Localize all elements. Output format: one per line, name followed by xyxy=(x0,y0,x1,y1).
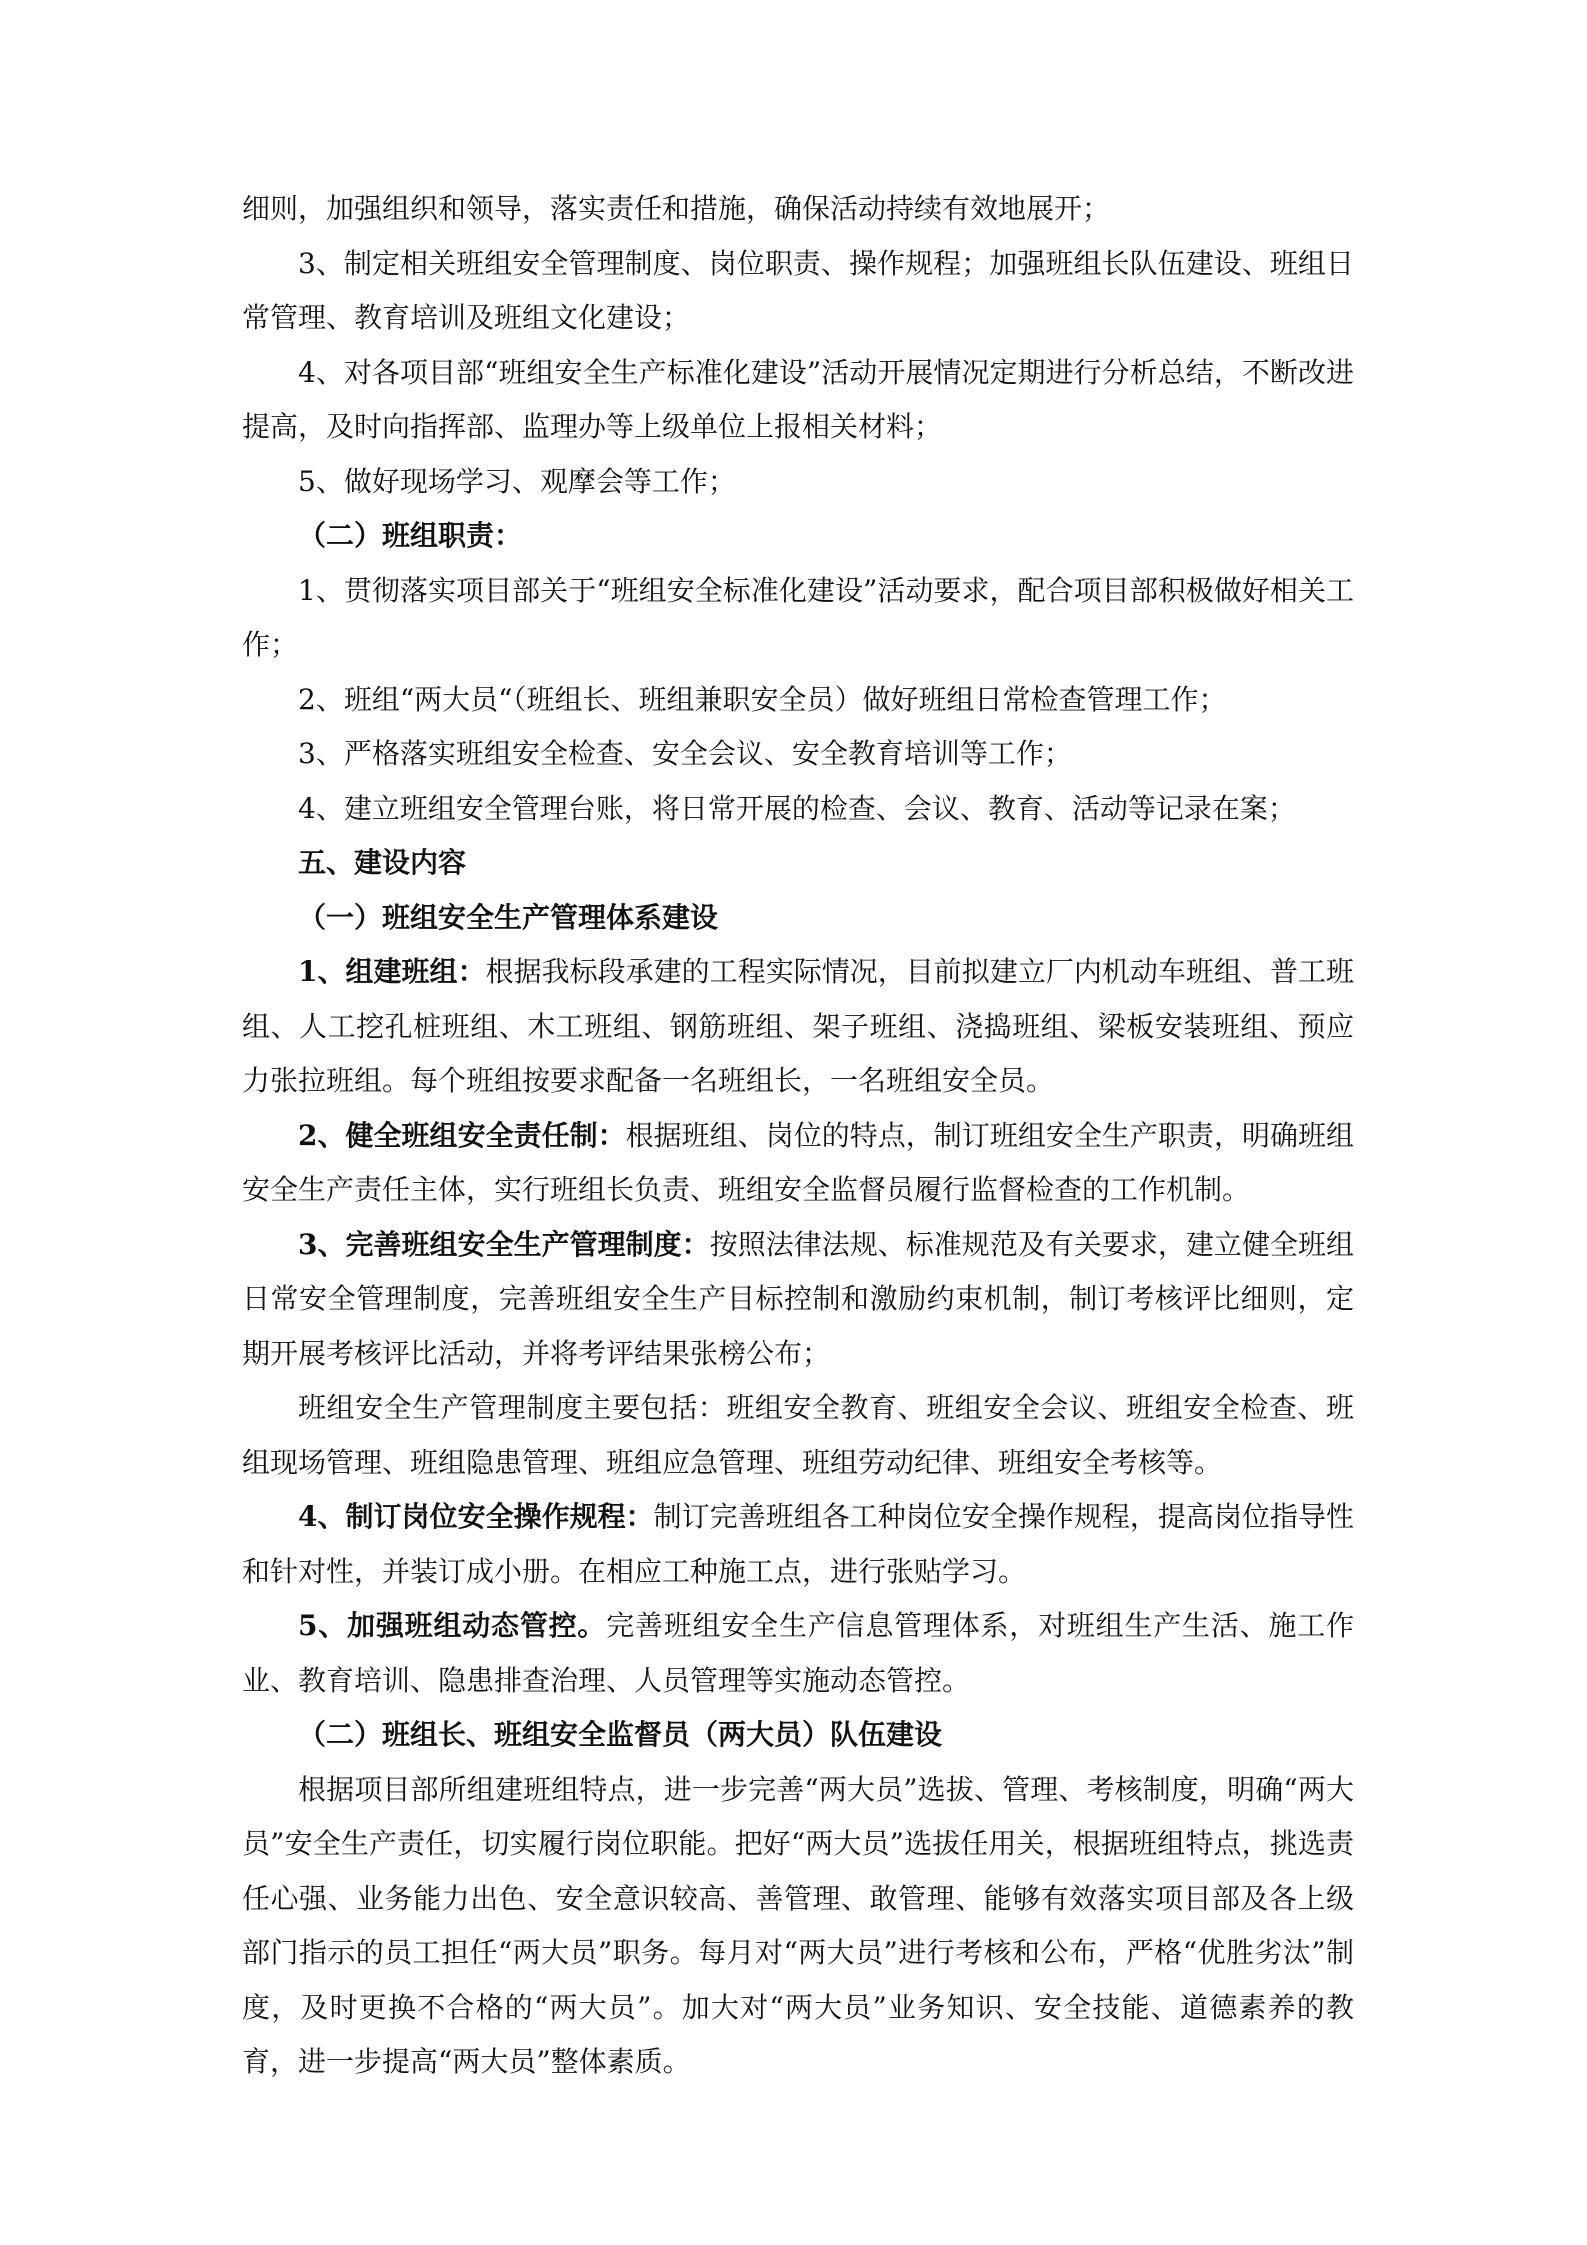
paragraph-lead-in: 2、健全班组安全责任制： xyxy=(298,1118,626,1152)
document-body xyxy=(242,182,1354,2090)
body-paragraph: 根据项目部所组建班组特点，进一步完善“两大员”选拔、管理、考核制度，明确“两大员”安全生产责任，切实履行岗位职能。把好“两大员”选拔任用关，根据班组特点，挑选责任心强、业务能力出色、安全意识较高、善管理、敢管理、能够有效落实项目部及各上级部门指示的员工担任“两大员”职务。每月对“两大员”进行考核和公布，严格“优胜劣汰”制度，及时更换不合格的“两大员”。加大对“两大员”业务知识、安全技能、道德素养的教育，进一步提高“两大员”整体素质。 xyxy=(242,1772,1354,2078)
body-paragraph: 2、班组“两大员“（班组长、班组兼职安全员）做好班组日常检查管理工作； xyxy=(298,682,1227,716)
paragraph-text: 制订完善班组各工种岗位安全操作规程，提高岗位指导性和针对性，并装订成小册。在相应工种施工点，进行张贴学习。 xyxy=(242,1500,1354,1588)
section-heading: 五、建设内容 xyxy=(298,846,467,879)
paragraph-text: 根据我标段承建的工程实际情况，目前拟建立厂内机动车班组、普工班组、人工挖孔桩班组、木工班组、钢筋班组、架子班组、浇捣班组、梁板安装班组、预应力张拉班组。每个班组按要求配备一名班组长，一名班组安全员。 xyxy=(242,955,1354,1097)
body-paragraph: 5、做好现场学习、观摩会等工作； xyxy=(298,464,736,498)
body-paragraph: 3、严格落实班组安全检查、安全会议、安全教育培训等工作； xyxy=(298,737,1072,770)
body-paragraph: 4、对各项目部“班组安全生产标准化建设”活动开展情况定期进行分析总结，不断改进提高，及时向指挥部、监理办等上级单位上报相关材料； xyxy=(242,355,1354,443)
body-paragraph: 班组安全生产管理制度主要包括：班组安全教育、班组安全会议、班组安全检查、班组现场管理、班组隐患管理、班组应急管理、班组劳动纪律、班组安全考核等。 xyxy=(242,1391,1354,1479)
paragraph-lead-in: 3、完善班组安全生产管理制度： xyxy=(298,1227,710,1261)
numbered-paragraph xyxy=(242,1490,1354,1599)
paragraph-lead-in: 5、加强班组动态管控。 xyxy=(298,1609,607,1642)
numbered-paragraph xyxy=(242,1109,1354,1218)
body-paragraph: 3、制定相关班组安全管理制度、岗位职责、操作规程；加强班组长队伍建设、班组日常管理、教育培训及班组文化建设； xyxy=(242,246,1354,334)
section-heading: （一）班组安全生产管理体系建设 xyxy=(298,900,719,934)
section-heading: （二）班组职责： xyxy=(298,519,523,552)
paragraph-text: 根据班组、岗位的特点，制订班组安全生产职责，明确班组安全生产责任主体，实行班组长负责、班组安全监督员履行监督检查的工作机制。 xyxy=(242,1118,1354,1206)
numbered-paragraph xyxy=(242,1218,1354,1382)
paragraph-lead-in: 4、制订岗位安全操作规程： xyxy=(298,1500,654,1533)
paragraph-text: 完善班组安全生产信息管理体系，对班组生产生活、施工作业、教育培训、隐患排查治理、人员管理等实施动态管控。 xyxy=(242,1609,1354,1697)
body-paragraph: 1、贯彻落实项目部关于“班组安全标准化建设”活动要求，配合项目部积极做好相关工作； xyxy=(242,573,1354,661)
numbered-paragraph xyxy=(242,945,1354,1109)
numbered-paragraph xyxy=(242,1599,1354,1708)
body-paragraph: 细则，加强组织和领导，落实责任和措施，确保活动持续有效地展开； xyxy=(242,192,1111,225)
section-heading: （二）班组长、班组安全监督员（两大员）队伍建设 xyxy=(298,1718,943,1751)
paragraph-text: 按照法律法规、标准规范及有关要求，建立健全班组日常安全管理制度，完善班组安全生产目标控制和激励约束机制，制订考核评比细则，定期开展考核评比活动，并将考评结果张榜公布； xyxy=(242,1227,1354,1370)
body-paragraph: 4、建立班组安全管理台账，将日常开展的检查、会议、教育、活动等记录在案； xyxy=(298,791,1296,825)
paragraph-lead-in: 1、组建班组： xyxy=(298,955,486,988)
